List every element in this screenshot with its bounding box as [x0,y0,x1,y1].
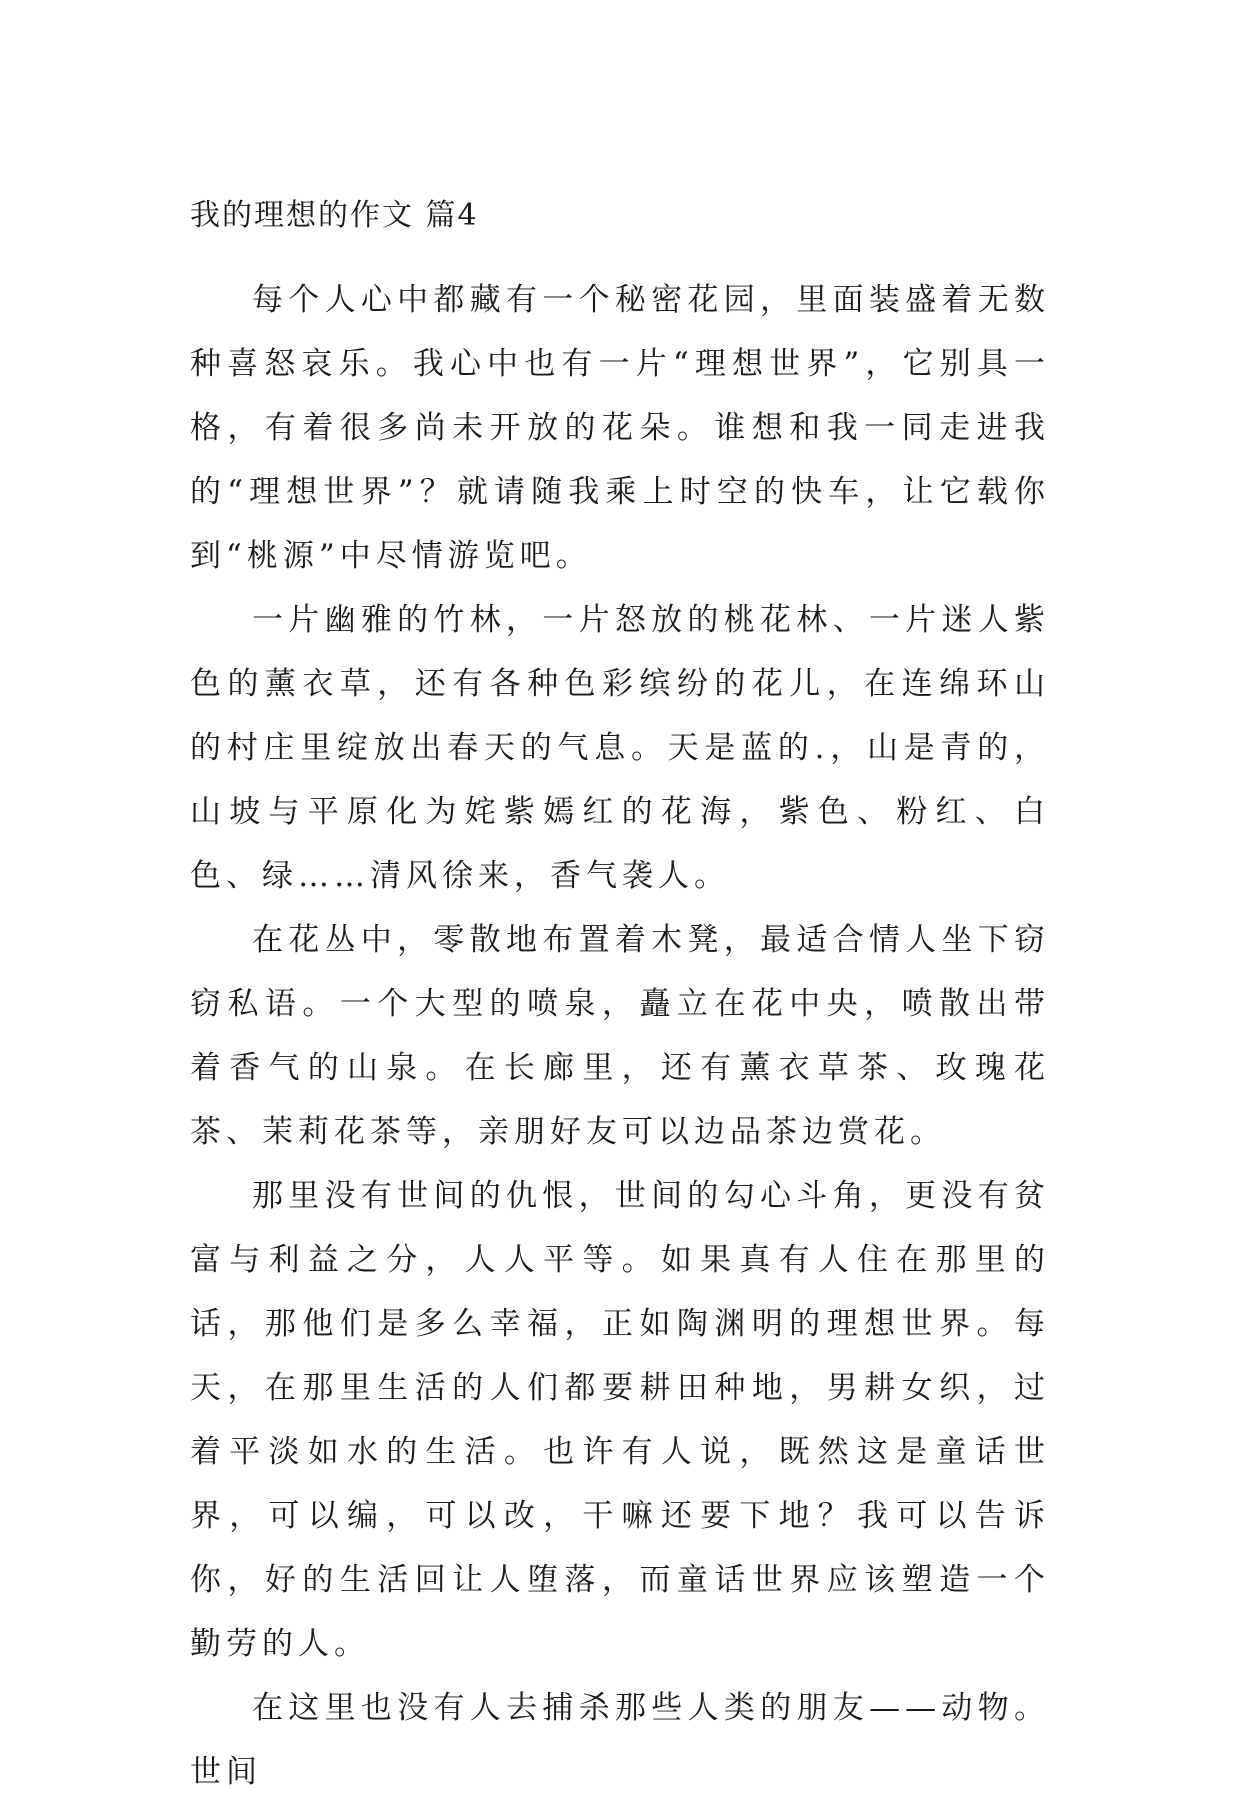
document-title: 我的理想的作文 篇4 [190,198,479,233]
paragraph: 在这里也没有人去捕杀那些人类的朋友——动物。世间 [190,1690,1050,1790]
document-body [190,268,1050,1804]
paragraph: 一片幽雅的竹林，一片怒放的桃花林、一片迷人紫色的薰衣草，还有各种色彩缤纷的花儿，在连绵环山的村庄里绽放出春天的气息。天是蓝的.，山是青的，山坡与平原化为姹紫嫣红的花海，紫色、粉红、白色、绿……清风徐来，香气袭人。 [190,602,1050,894]
paragraph: 在花丛中，零散地布置着木凳，最适合情人坐下窃窃私语。一个大型的喷泉，矗立在花中央，喷散出带着香气的山泉。在长廊里，还有薰衣草茶、玫瑰花茶、茉莉花茶等，亲朋好友可以边品茶边赏花。 [190,922,1050,1150]
paragraph: 那里没有世间的仇恨，世间的勾心斗角，更没有贫富与利益之分，人人平等。如果真有人住在那里的话，那他们是多么幸福，正如陶渊明的理想世界。每天，在那里生活的人们都要耕田种地，男耕女织，过着平淡如水的生活。也许有人说，既然这是童话世界，可以编，可以改，干嘛还要下地？我可以告诉你，好的生活回让人堕落，而童话世界应该塑造一个勤劳的人。 [190,1178,1050,1662]
paragraph: 每个人心中都藏有一个秘密花园，里面装盛着无数种喜怒哀乐。我心中也有一片“理想世界”，它别具一格，有着很多尚未开放的花朵。谁想和我一同走进我的“理想世界”？就请随我乘上时空的快车，让它载你到“桃源”中尽情游览吧。 [190,282,1050,574]
